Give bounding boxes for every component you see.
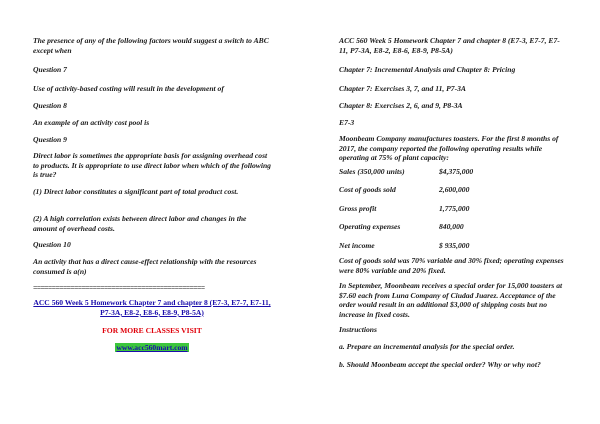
row-value: $4,375,000 [439,167,474,176]
homework-link[interactable]: ACC 560 Week 5 Homework Chapter 7 and chapter 8 (E7-3, E7-7, E7-11, P7-3A, E8-2, E8-6, E8-9, P8-5A) [33,298,271,317]
chapter-8-exercises: Chapter 8: Exercises 2, 6, and 9, P8-3A [339,101,463,110]
row-value: 1,775,000 [439,204,470,213]
instruction-a: a. Prepare an incremental analysis for the special order. [339,342,515,351]
homework-title: ACC 560 Week 5 Homework Chapter 7 and chapter 8 (E7-3, E7-7, E7-11, P7-3A, E8-2, E8-6, E8-9, P8-5A) [339,36,560,55]
income-row-operating-expenses [339,222,567,232]
intro-question: The presence of any of the following factors would suggest a switch to ABC except when [33,36,269,55]
chapters-heading: Chapter 7: Incremental Analysis and Chapter 8: Pricing [339,65,516,74]
instruction-b: b. Should Moonbeam accept the special order? Why or why not? [339,360,541,369]
income-row-net-income [339,241,567,251]
e7-3-heading: E7-3 [339,118,355,127]
special-order: In September, Moonbeam receives a special order for 15,000 toasters at $7.60 each from Luna Company of Ciudad Juarez. Acceptance of the order would result in an additional $3,000 of shipping costs but no increase in fixed costs. [339,281,563,319]
website-link[interactable]: www.acc560mart.com [116,343,188,352]
more-classes-text: FOR MORE CLASSES VISIT [102,326,202,335]
cost-note: Cost of goods sold was 70% variable and 30% fixed; operating expenses were 80% variable and 20% fixed. [339,256,564,275]
instructions-heading: Instructions [339,325,377,334]
question-8-heading: Question 8 [33,101,67,110]
question-8-text: An example of an activity cost pool is [33,118,150,127]
row-value: 840,000 [439,222,464,231]
more-classes-wrap [33,326,271,336]
option-1: (1) Direct labor constitutes a significant part of total product cost. [33,187,239,196]
income-row-gross-profit [339,204,567,214]
row-value: $ 935,000 [439,241,470,250]
question-9-text: Direct labor is sometimes the appropriate basis for assigning overhead cost to products. It is appropriate to use direct labor when which of the following is true? [33,151,271,180]
divider: ============================================== [33,283,205,292]
row-label: Gross profit [339,204,377,213]
income-row-sales [339,167,567,177]
income-row-cogs [339,185,567,195]
option-2: (2) A high correlation exists between direct labor and changes in the amount of overhead costs. [33,214,247,233]
question-7-text: Use of activity-based costing will result in the development of [33,84,224,93]
row-label: Operating expenses [339,222,401,231]
homework-link-wrap [33,298,271,317]
question-10-heading: Question 10 [33,240,71,249]
row-label: Cost of goods sold [339,185,396,194]
chapter-7-exercises: Chapter 7: Exercises 3, 7, and 11, P7-3A [339,84,466,93]
row-label: Sales (350,000 units) [339,167,405,176]
row-label: Net income [339,241,375,250]
moonbeam-intro: Moonbeam Company manufactures toasters. For the first 8 months of 2017, the company reported the following operating results while operating at 75% of plant capacity: [339,134,559,163]
question-10-text: An activity that has a direct cause-effect relationship with the resources consumed is a(n) [33,257,257,276]
row-value: 2,600,000 [439,185,470,194]
website-wrap [33,343,271,353]
question-9-heading: Question 9 [33,135,67,144]
question-7-heading: Question 7 [33,65,67,74]
